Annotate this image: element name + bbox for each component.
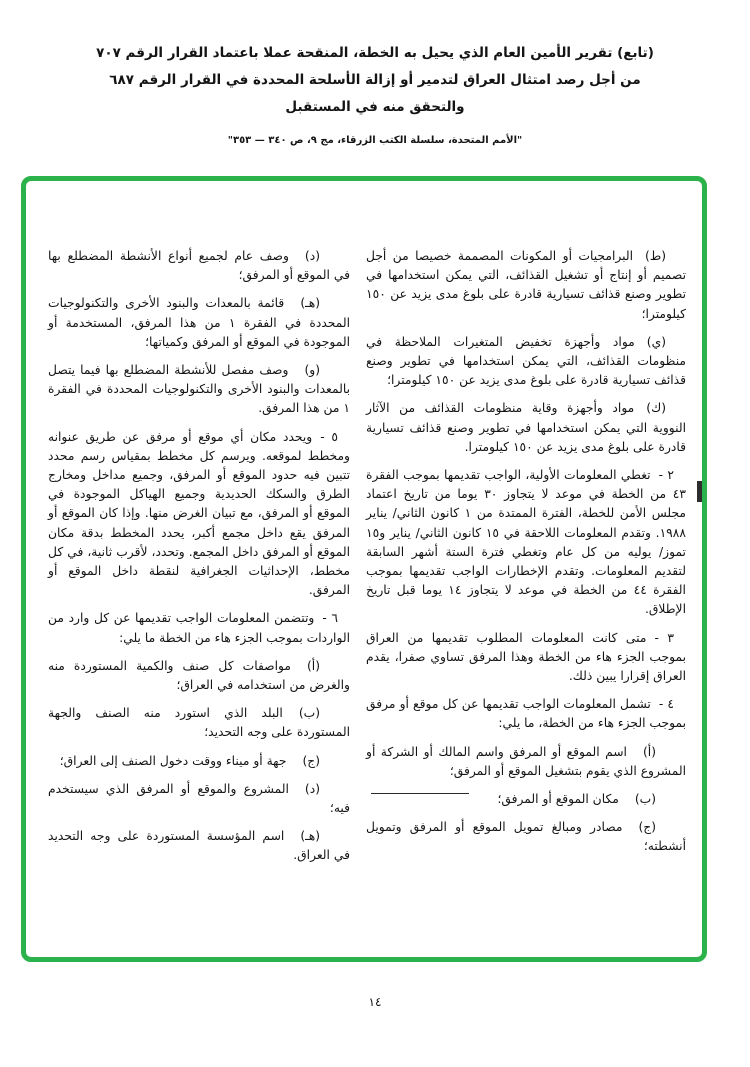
paragraph-label: (هـ) <box>300 829 320 844</box>
paragraph <box>48 657 350 695</box>
paragraph-text: وصف عام لجميع أنواع الأنشطة المضطلع بها في الموقع أو المرفق؛ <box>48 249 350 283</box>
paragraph-text: قائمة بالمعدات والبنود الأخرى والتكنولوجيات المحددة في الفقرة ١ من هذا المرفق، المستخدمة أو الموجودة في الموقع أو المرفق وكمياتها؛ <box>48 296 350 349</box>
paragraph-text: اسم الموقع أو المرفق واسم المالك أو الشركة أو المشروع الذي يقوم بتشغيل الموقع أو المرفق؛ <box>366 744 686 778</box>
paragraph-text: مواصفات كل صنف والكمية المستوردة منه والغرض من استخدامه في العراق؛ <box>48 658 350 693</box>
paragraph-label: ٢ - <box>658 468 674 483</box>
paragraph-label: (و) <box>304 363 320 378</box>
paragraph-text: البرامجيات أو المكونات المصممة خصيصا من أجل تصميم أو إنتاج أو تشغيل القذائف، التي يمكن استخدامها في تطوير وصنع قذائف تسيارية قادرة على بلوغ مدى يزيد عن ١٥٠ كيلومترا؛ <box>366 249 686 321</box>
paragraph-label: (د) <box>304 249 320 263</box>
scan-artifact-mark <box>697 481 702 502</box>
paragraph <box>48 247 350 285</box>
paragraph-text: مكان الموقع أو المرفق؛ <box>497 792 619 807</box>
paragraph-text: وتتضمن المعلومات الواجب تقديمها عن كل وارد من الواردات بموجب الجزء هاء من الخطة ما يلي: <box>48 611 350 645</box>
two-column-text <box>48 247 686 875</box>
paragraph <box>366 695 686 733</box>
paragraph-text: متى كانت المعلومات المطلوب تقديمها من العراق بموجب الجزء هاء من الخطة وهذا المرفق تساوي صفرا، يقدم العراق إقرارا يبين ذلك. <box>366 630 686 684</box>
paragraph-label: (ب) <box>298 706 320 721</box>
header-line-1: (تابع) تقرير الأمين العام الذي يحيل به الخطة، المنقحة عملا باعتماد القرار الرقم ٧٠٧ <box>96 45 654 61</box>
paragraph-label: (أ) <box>306 658 320 673</box>
paragraph-label: (ب) <box>634 792 656 807</box>
paragraph-text: جهة أو ميناء ووقت دخول الصنف إلى العراق؛ <box>59 753 287 768</box>
right-column <box>366 247 686 875</box>
paragraph-text: البلد الذي استورد منه الصنف والجهة المستوردة على وجه التحديد؛ <box>48 706 350 740</box>
header-source-citation: "الأمم المتحدة، سلسلة الكتب الزرقاء، مج ٩، ص ٣٤٠ — ٣٥٣" <box>227 135 523 146</box>
paragraph-text: تشمل المعلومات الواجب تقديمها عن كل موقع أو مرفق بموجب الجزء هاء من الخطة، ما يلي: <box>366 697 686 731</box>
paragraph <box>48 609 350 647</box>
paragraph <box>366 743 686 781</box>
paragraph-label: (هـ) <box>300 296 320 311</box>
paragraph-label: ٦ - <box>322 611 338 626</box>
paragraph <box>48 780 350 818</box>
paragraph-text: المشروع والموقع أو المرفق الذي سيستخدم فيه؛ <box>48 781 350 816</box>
paragraph <box>48 428 350 601</box>
paragraph <box>366 466 686 620</box>
paragraph-label: (ج) <box>302 753 320 768</box>
paragraph <box>48 704 350 742</box>
paragraph-text: مواد وأجهزة وقاية منظومات القذائف من الآثار النووية التي يمكن استخدامها في تطوير وصنع قذائف تسيارية قادرة على بلوغ مدى يزيد عن ١٥٠ كيلومترا. <box>366 401 686 454</box>
paragraph-label: ٤ - <box>658 697 674 712</box>
header-line-2: من أجل رصد امتثال العراق لتدمير أو إزالة الأسلحة المحددة في القرار الرقم ٦٨٧ <box>109 72 641 88</box>
paragraph-label: (أ) <box>642 744 656 759</box>
paragraph-text: مواد وأجهزة تخفيض المتغيرات الملاحظة في منظومات القذائف، التي يمكن استخدامها في تطوير وصنع قذائف تسيارية قادرة على بلوغ مدى يزيد عن ١٥٠ كيلومترا؛ <box>366 334 686 388</box>
paragraph-text: اسم المؤسسة المستوردة على وجه التحديد في العراق. <box>48 829 350 863</box>
paragraph-text: مصادر ومبالغ تمويل الموقع أو المرفق وتمويل أنشطته؛ <box>366 820 686 854</box>
paragraph-text: ويحدد مكان أي موقع أو مرفق عن طريق عنوانه ومخطط لموقعه. ويرسم كل مخطط بمقياس رسم محدد تتبين فيه حدود الموقع أو المرفق، وجميع مداخل ومخارج الطرق والسكك الحديدية وجميع الهياكل الموجودة في الموقع أو المرفق، مع تبيان الغرض منها. وإذا كان الموقع أو المرفق يقع داخل مجمع أكبر، يحدد المخطط بدقة مكان الموقع أو المرفق داخل المجمع. وتحدد، لأقرب ثانية، في كل مخطط، الإحداثيات الجغرافية لنقطة داخل الموقع أو المرفق. <box>48 429 350 598</box>
paragraph-label: (ط) <box>645 249 666 263</box>
footnote-rule <box>371 793 469 794</box>
paragraph <box>366 247 686 324</box>
paragraph <box>48 752 350 771</box>
paragraph <box>366 818 686 856</box>
paragraph-label: (د) <box>304 781 320 796</box>
header-line-3: والتحقق منه في المستقبل <box>285 99 465 115</box>
paragraph <box>48 294 350 352</box>
paragraph <box>48 361 350 419</box>
page-number: ١٤ <box>368 995 382 1009</box>
paragraph-text: تغطي المعلومات الأولية، الواجب تقديمها بموجب الفقرة ٤٣ من الخطة في موعد لا يتجاوز ٣٠ يوما من تاريخ اعتماد مجلس الأمن للخطة، الفترة الممتدة من ١ كانون الثاني/ يناير ١٩٨٨. وتقدم المعلومات اللاحقة في ١٥ كانون الثاني/ يناير و١٥ تموز/ يوليه من كل عام وتغطي فترة الستة أشهر السابقة لتقديم المعلومات. وتقدم الإخطارات الواجب تقديمها بموجب الفقرة ٤٤ من الخطة في موعد لا يتجاوز ١٤ يوما قبل تاريخ الإطلاق. <box>366 468 686 617</box>
paragraph-label: (ج) <box>638 820 656 835</box>
paragraph-label: (ك) <box>646 401 666 416</box>
paragraph-label: ٣ - <box>654 630 674 645</box>
left-column <box>48 247 350 875</box>
paragraph <box>48 827 350 865</box>
paragraph <box>366 399 686 457</box>
highlight-frame <box>21 176 707 962</box>
paragraph-text: وصف مفصل للأنشطة المضطلع بها فيما يتصل بالمعدات والبنود الأخرى والتكنولوجيات المحددة في الفقرة ١ من هذا المرفق. <box>48 363 350 416</box>
paragraph-label: (ي) <box>646 334 666 349</box>
paragraph <box>366 333 686 391</box>
paragraph <box>366 629 686 687</box>
document-header <box>0 40 750 148</box>
paragraph-label: ٥ - <box>320 429 338 444</box>
